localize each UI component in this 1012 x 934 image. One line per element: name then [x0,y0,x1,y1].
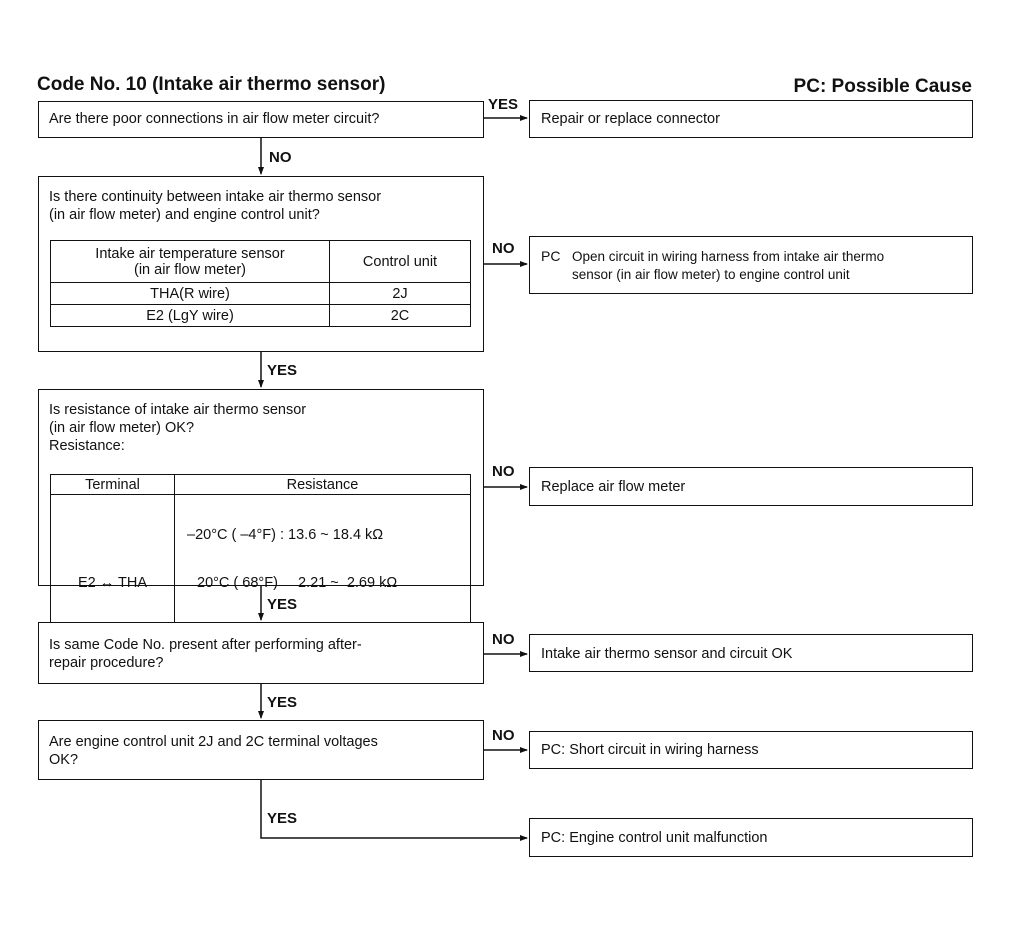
question-4-line-1: Is same Code No. present after performing after- [49,637,362,653]
resistance-value: –20°C ( –4°F) : 13.6 ~ 18.4 kΩ [187,527,384,543]
question-box-4 [38,622,484,684]
result-3-text: Replace air flow meter [541,479,686,495]
connector-q5-r6 [261,780,527,838]
branch-label-no: NO [492,240,515,257]
result-6-text: PC: Engine control unit malfunction [541,830,768,846]
question-3-line-1: Is resistance of intake air thermo sensor [49,402,307,418]
branch-label-no: NO [492,631,515,648]
branch-label-no: NO [269,149,292,166]
diagram-title: Code No. 10 (Intake air thermo sensor) [37,74,386,95]
question-1-text: Are there poor connections in air flow meter circuit? [49,111,380,127]
branch-label-yes: YES [267,596,298,613]
continuity-cell-unit: 2J [330,283,471,305]
result-2-line-1: Open circuit in wiring harness from intake air thermo [572,249,885,264]
result-box-4 [529,634,973,672]
question-box-1 [38,101,484,138]
resistance-terminal-cell: E2 ↔ THA [51,495,175,672]
branch-label-yes: YES [267,810,298,827]
continuity-cell-wire: E2 (LgY wire) [51,305,330,327]
resistance-value: 20°C ( 68°F) 2.21 ~ 2.69 kΩ [197,575,398,591]
question-4-line-2: repair procedure? [49,655,164,671]
branch-label-yes: YES [488,96,519,113]
question-2-line-1: Is there continuity between intake air thermo sensor [49,189,382,205]
question-box-2 [38,176,484,352]
continuity-header-control-unit: Control unit [330,241,471,283]
continuity-cell-unit: 2C [330,305,471,327]
question-3-line-2: (in air flow meter) OK? [49,420,195,436]
question-5-line-2: OK? [49,752,79,768]
result-1-text: Repair or replace connector [541,111,720,127]
result-box-1 [529,100,973,138]
result-box-3 [529,467,973,506]
question-3-line-3: Resistance: [49,438,125,454]
continuity-header-sensor [51,241,330,283]
branch-label-no: NO [492,727,515,744]
question-box-5 [38,720,484,780]
continuity-header-sensor-line-1: Intake air temperature sensor [95,245,285,262]
continuity-header-sensor-line-2: (in air flow meter) [134,261,246,278]
branch-label-yes: YES [267,362,298,379]
continuity-cell-wire: THA(R wire) [51,283,330,305]
result-box-2 [529,236,973,294]
question-5-line-1: Are engine control unit 2J and 2C terminal voltages [49,734,378,750]
branch-label-no: NO [492,463,515,480]
question-2-line-2: (in air flow meter) and engine control unit? [49,207,320,223]
continuity-table [50,240,471,327]
result-2-prefix: PC [541,248,561,264]
result-4-text: Intake air thermo sensor and circuit OK [541,646,793,662]
legend-possible-cause: PC: Possible Cause [793,76,972,97]
result-box-6 [529,818,973,857]
result-2-line-2: sensor (in air flow meter) to engine control unit [572,267,850,282]
resistance-header-resistance: Resistance [175,475,471,495]
result-5-text: PC: Short circuit in wiring harness [541,742,759,758]
result-box-5 [529,731,973,769]
branch-label-yes: YES [267,694,298,711]
question-box-3 [38,389,484,591]
resistance-header-terminal: Terminal [51,475,175,495]
